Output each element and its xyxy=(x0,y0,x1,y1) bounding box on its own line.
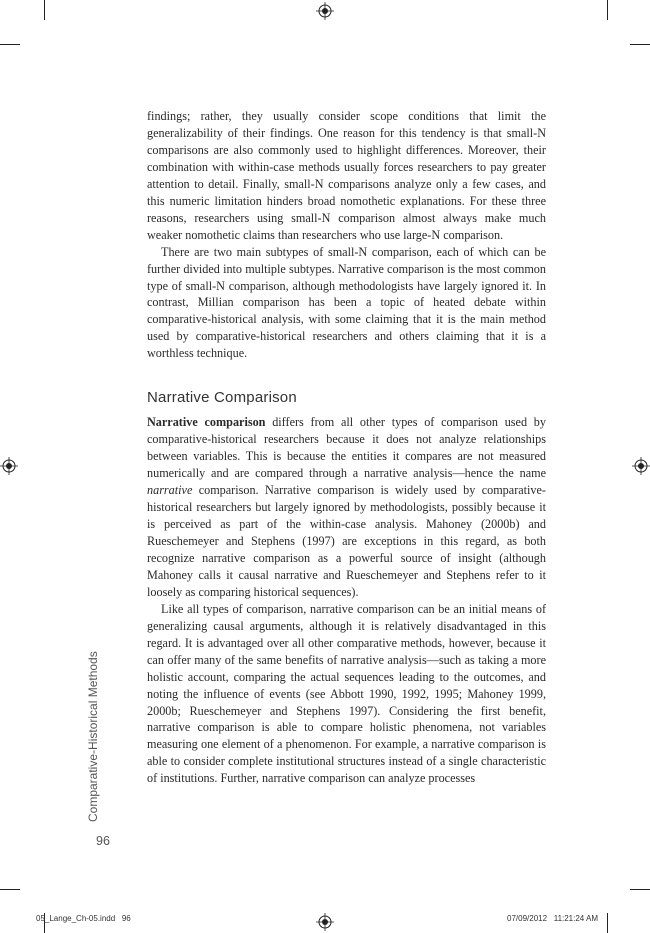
crop-mark-top-right-v xyxy=(607,0,608,20)
emphasis-term: narrative xyxy=(147,483,193,498)
key-term: Narrative comparison xyxy=(147,415,266,430)
footer-timestamp: 07/09/2012 11:21:24 AM xyxy=(507,914,599,923)
crop-mark-top-left-h xyxy=(0,44,20,45)
crop-mark-top-right-h xyxy=(630,44,650,45)
paragraph-3-part-a: differs from all other types of comparison used by comparative-historical researchers because it does not analyze relationships between variables. This is because the entities it compares are not measured numerically and are compared through a narrative analysis—hence the name xyxy=(147,415,546,481)
footer-file-name: 05_Lange_Ch-05.indd 96 xyxy=(36,914,131,923)
crop-mark-top-left-v xyxy=(44,0,45,20)
paragraph-2: There are two main subtypes of small-N comparison, each of which can be further divided into multiple subtypes. Narrative comparison is the most common type of small-N comparison, although methodologists have largely ignored it. In contrast, Millian comparison has been a topic of heated debate within comparative-historical analysis, with some claiming that it is the main method used by comparative-historical researchers and others claiming that it is a worthless technique. xyxy=(147,244,546,361)
running-title: Comparative-Historical Methods xyxy=(86,651,100,822)
body-text xyxy=(147,108,546,787)
registration-mark-icon xyxy=(632,457,650,475)
page-number: 96 xyxy=(96,834,110,848)
registration-mark-icon xyxy=(316,2,334,20)
section-heading: Narrative Comparison xyxy=(147,389,297,407)
crop-mark-bottom-right-v xyxy=(607,913,608,933)
paragraph-4: Like all types of comparison, narrative comparison can be an initial means of generalizing causal arguments, although it is relatively disadvantaged in this regard. It is advantaged over all other comparative methods, however, because it can offer many of the same benefits of narrative analysis—such as taking a more holistic account, comparing the actual sequences leading to the outcomes, and noting the influence of events (see Abbott 1990, 1992, 1995; Mahoney 1999, 2000b; Rueschemeyer and Stephens 1997). Considering the first benefit, narrative comparison is able to compare holistic phenomena, not variables measuring one element of a phenomenon. For example, a narrative comparison is able to consider complete institutional structures instead of a single characteristic of institutions. Further, narrative comparison can analyze processes xyxy=(147,601,546,786)
paragraph-1: findings; rather, they usually consider scope conditions that limit the generalizability of their findings. One reason for this tendency is that small-N comparisons are also commonly used to highlight differences. Moreover, their combination with within-case methods usually forces researchers to pay greater attention to detail. Finally, small-N comparisons analyze only a few cases, and this numeric limitation hinders broad nomothetic explanations. For these three reasons, researchers using small-N comparison almost always make much weaker nomothetic claims than researchers who use large-N comparison. xyxy=(147,109,546,242)
paragraph-3 xyxy=(147,414,546,600)
crop-mark-bottom-right-h xyxy=(630,889,650,890)
registration-mark-icon xyxy=(0,457,18,475)
paragraph-3-part-b: comparison. Narrative comparison is widely used by comparative-historical researchers but largely ignored by methodologists, possibly because it is perceived as part of the within-case analysis. Mahoney (2000b) and Rueschemeyer and Stephens (1997) are exceptions in this regard, as both recognize narrative comparison as a powerful source of insight (although Mahoney calls it causal narrative and Rueschemeyer and Stephens refer to it loosely as comparing historical sequences). xyxy=(147,483,546,599)
crop-mark-bottom-left-h xyxy=(0,889,20,890)
registration-mark-icon xyxy=(316,913,334,931)
